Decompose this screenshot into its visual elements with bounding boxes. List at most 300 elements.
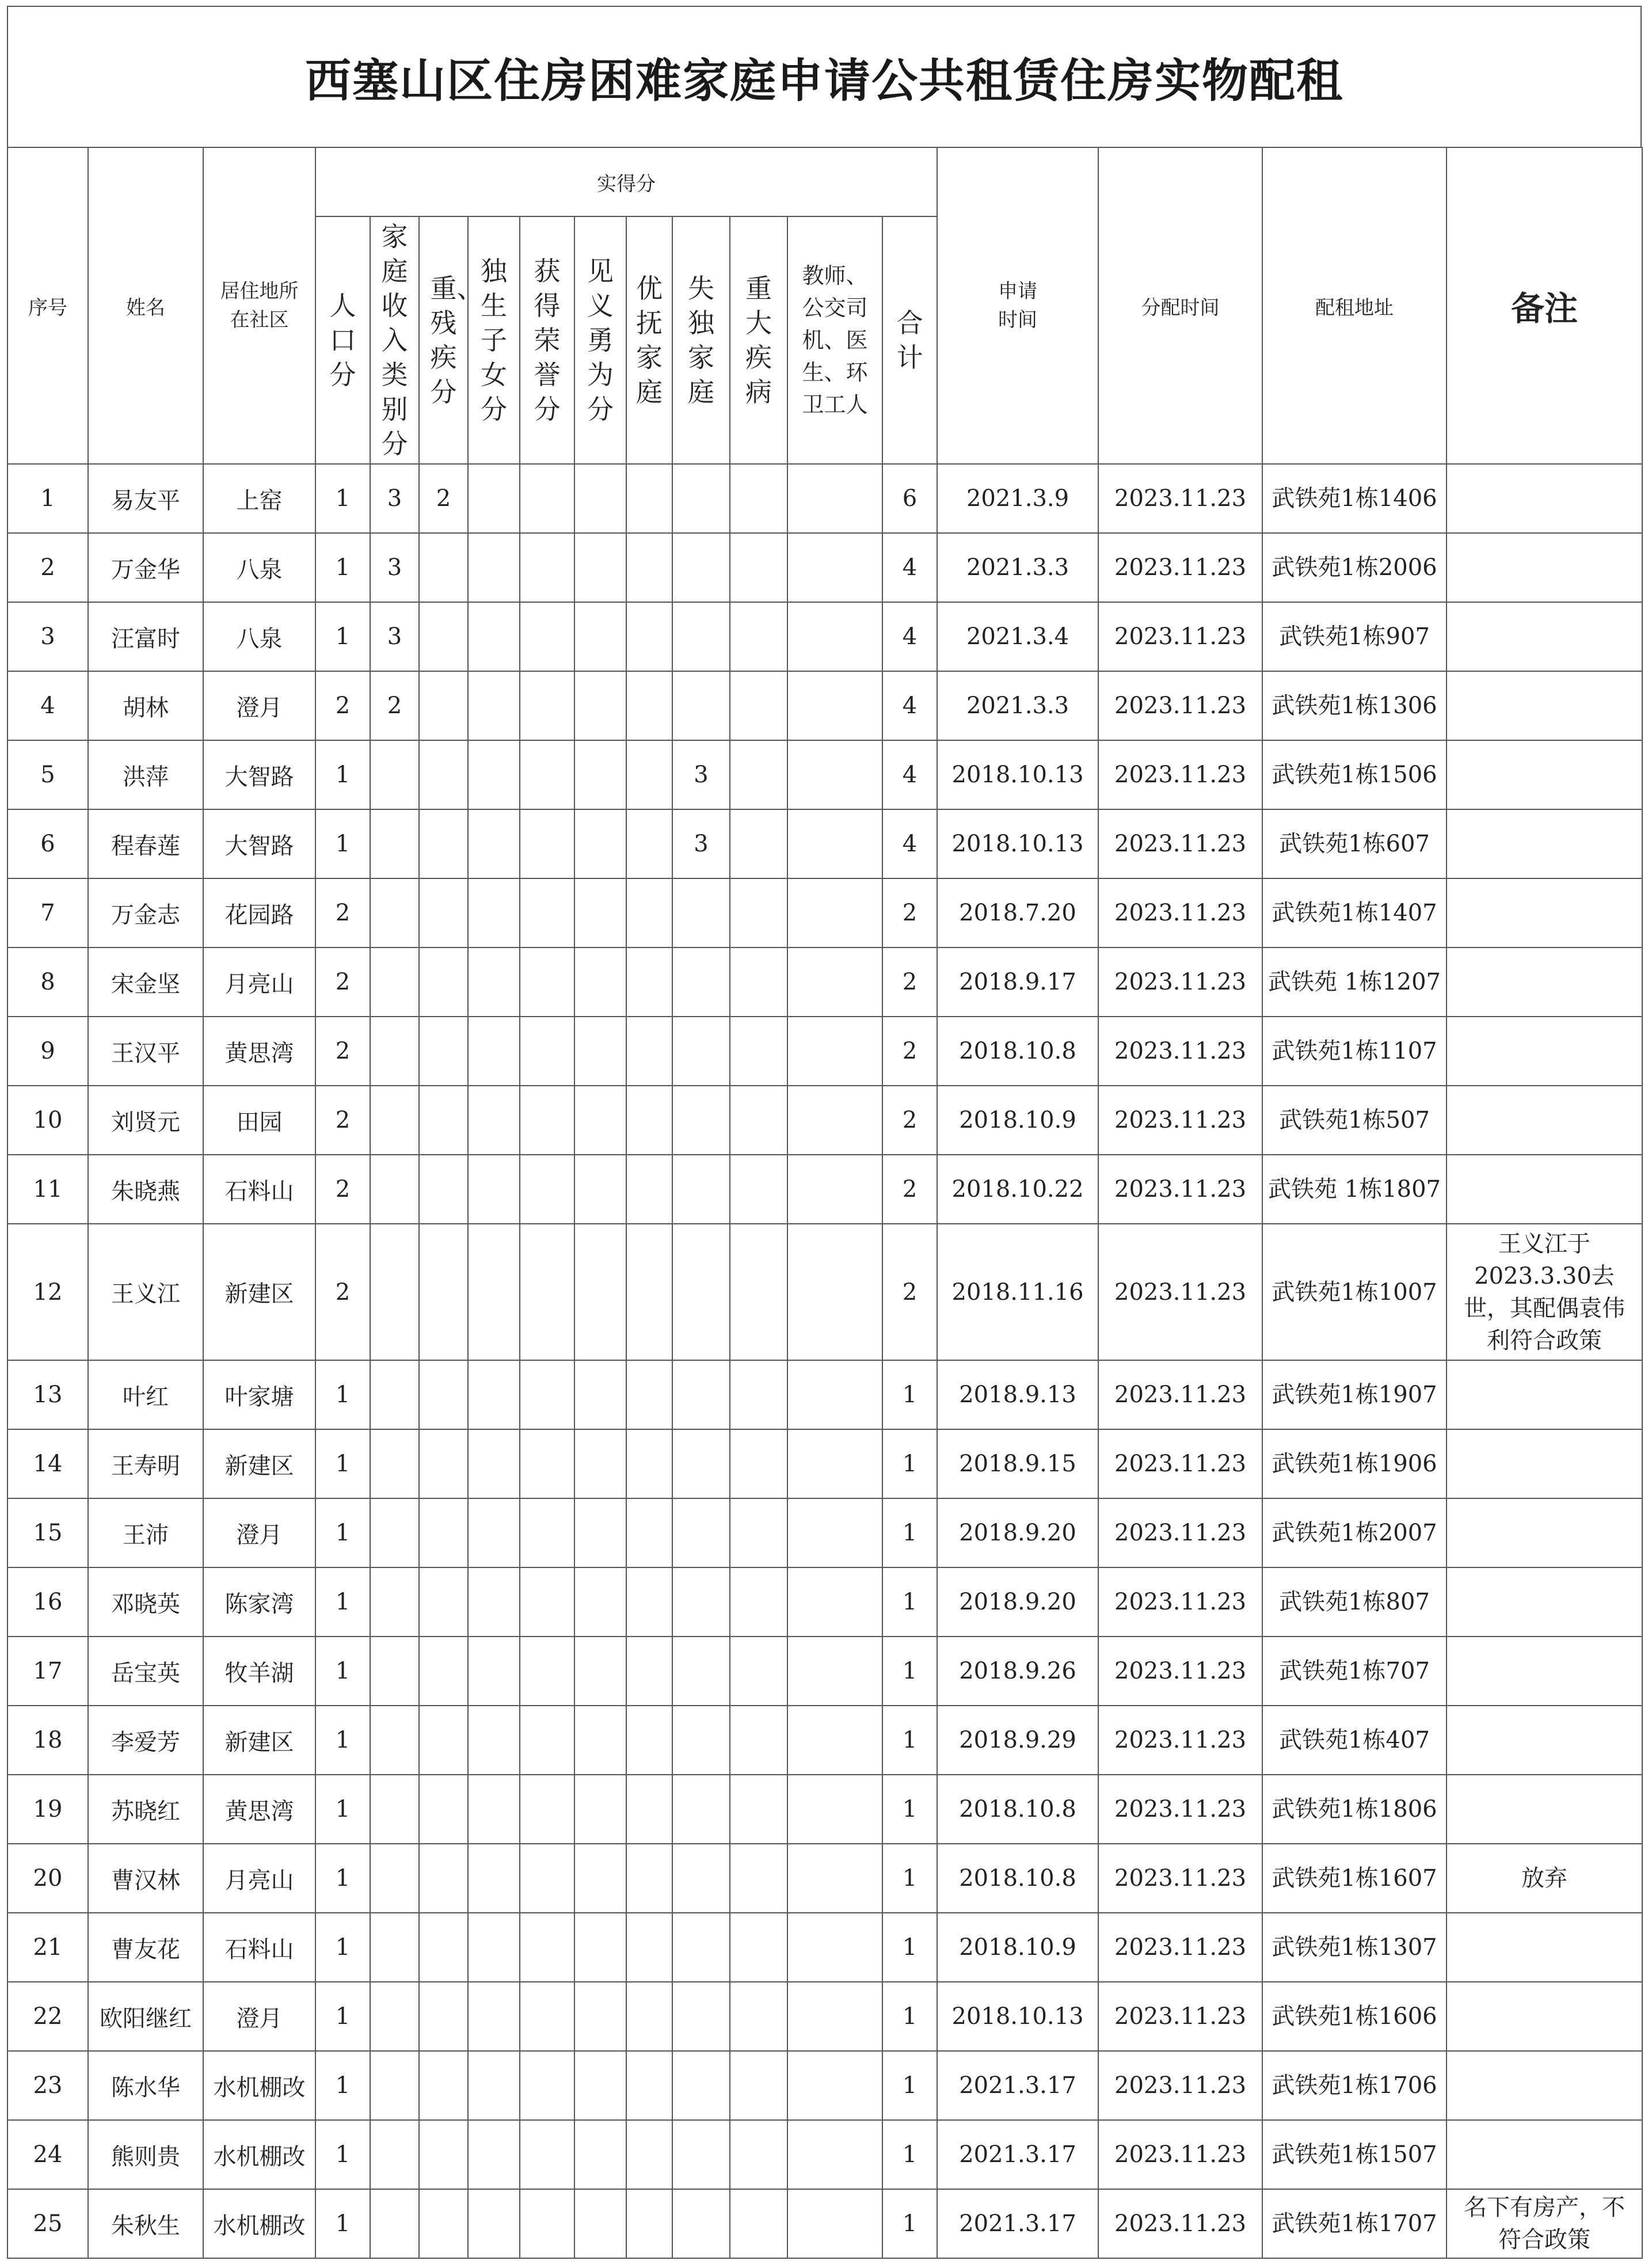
cell-seq: 5 (7, 740, 88, 809)
cell-score (672, 1982, 730, 2051)
cell-name: 朱秋生 (88, 2189, 203, 2258)
cell-community: 澄月 (203, 1498, 315, 1567)
cell-community: 大智路 (203, 740, 315, 809)
table-body (7, 464, 1642, 2258)
cell-apply-time: 2018.7.20 (937, 878, 1098, 947)
cell-community: 牧羊湖 (203, 1637, 315, 1706)
cell-assign-time: 2023.11.23 (1098, 1224, 1262, 1360)
cell-score (730, 1706, 787, 1775)
cell-community: 水机棚改 (203, 2189, 315, 2258)
cell-address: 武铁苑1栋1806 (1262, 1775, 1447, 1844)
cell-assign-time: 2023.11.23 (1098, 533, 1262, 602)
cell-assign-time: 2023.11.23 (1098, 2051, 1262, 2120)
cell-score (626, 533, 672, 602)
cell-address: 武铁苑1栋1007 (1262, 1224, 1447, 1360)
cell-address: 武铁苑1栋1707 (1262, 2189, 1447, 2258)
cell-score (370, 2189, 419, 2258)
cell-score (574, 671, 626, 740)
cell-community: 新建区 (203, 1706, 315, 1775)
cell-score (468, 2120, 520, 2189)
cell-score (419, 878, 468, 947)
cell-apply-time: 2018.10.9 (937, 1913, 1098, 1982)
cell-score: 1 (315, 1775, 370, 1844)
cell-community: 水机棚改 (203, 2120, 315, 2189)
cell-score: 2 (315, 878, 370, 947)
cell-score: 2 (370, 671, 419, 740)
cell-score (574, 1913, 626, 1982)
cell-score (730, 1498, 787, 1567)
cell-score (787, 1086, 882, 1155)
cell-remark (1447, 533, 1642, 602)
cell-score (574, 740, 626, 809)
cell-remark (1447, 464, 1642, 533)
table-row (7, 464, 1642, 533)
cell-community: 叶家塘 (203, 1360, 315, 1429)
cell-score (468, 1567, 520, 1637)
cell-score (520, 2189, 574, 2258)
header-address: 配租地址 (1262, 147, 1447, 464)
cell-score (672, 1913, 730, 1982)
cell-name: 苏晓红 (88, 1775, 203, 1844)
cell-name: 胡林 (88, 671, 203, 740)
cell-seq: 6 (7, 809, 88, 878)
table-row (7, 1982, 1642, 2051)
cell-score (787, 1155, 882, 1224)
table-row (7, 947, 1642, 1017)
cell-apply-time: 2018.11.16 (937, 1224, 1098, 1360)
table-row (7, 1498, 1642, 1567)
cell-score (468, 602, 520, 671)
cell-score: 2 (882, 878, 937, 947)
cell-score (787, 809, 882, 878)
cell-score (370, 740, 419, 809)
cell-score (730, 740, 787, 809)
cell-score (730, 878, 787, 947)
cell-score (626, 809, 672, 878)
cell-score: 1 (315, 1637, 370, 1706)
cell-remark (1447, 1429, 1642, 1498)
cell-score (730, 947, 787, 1017)
cell-community: 八泉 (203, 533, 315, 602)
cell-score (574, 602, 626, 671)
cell-remark (1447, 1086, 1642, 1155)
table-row (7, 1913, 1642, 1982)
table-row (7, 1775, 1642, 1844)
cell-score: 2 (882, 1224, 937, 1360)
cell-score (468, 1086, 520, 1155)
cell-score (468, 1429, 520, 1498)
cell-score (419, 1706, 468, 1775)
cell-community: 大智路 (203, 809, 315, 878)
cell-apply-time: 2021.3.9 (937, 464, 1098, 533)
header-score-label: 独生子女分 (481, 256, 507, 425)
cell-score (520, 602, 574, 671)
cell-community: 石料山 (203, 1913, 315, 1982)
cell-remark (1447, 671, 1642, 740)
cell-apply-time: 2018.9.17 (937, 947, 1098, 1017)
cell-score (370, 947, 419, 1017)
cell-score: 2 (419, 464, 468, 533)
cell-score: 6 (882, 464, 937, 533)
cell-seq: 12 (7, 1224, 88, 1360)
cell-seq: 22 (7, 1982, 88, 2051)
cell-score (672, 1155, 730, 1224)
cell-score: 2 (315, 1155, 370, 1224)
cell-score: 1 (315, 2051, 370, 2120)
cell-name: 王义江 (88, 1224, 203, 1360)
cell-seq: 23 (7, 2051, 88, 2120)
cell-assign-time: 2023.11.23 (1098, 740, 1262, 809)
cell-score (574, 947, 626, 1017)
cell-score: 1 (882, 1498, 937, 1567)
cell-score: 1 (882, 2120, 937, 2189)
cell-score (730, 1775, 787, 1844)
header-seq: 序号 (7, 147, 88, 464)
cell-assign-time: 2023.11.23 (1098, 1086, 1262, 1155)
cell-score (574, 809, 626, 878)
cell-score (468, 740, 520, 809)
cell-score (672, 1086, 730, 1155)
cell-name: 王沛 (88, 1498, 203, 1567)
cell-score: 1 (882, 1706, 937, 1775)
cell-address: 武铁苑1栋1506 (1262, 740, 1447, 809)
cell-name: 易友平 (88, 464, 203, 533)
cell-score (672, 1498, 730, 1567)
cell-community: 花园路 (203, 878, 315, 947)
cell-score (520, 1706, 574, 1775)
cell-score (520, 1844, 574, 1913)
cell-score (626, 1360, 672, 1429)
cell-name: 王寿明 (88, 1429, 203, 1498)
cell-assign-time: 2023.11.23 (1098, 1844, 1262, 1913)
cell-score (468, 1706, 520, 1775)
cell-score (574, 878, 626, 947)
cell-score (787, 1637, 882, 1706)
header-score-1 (370, 216, 419, 464)
cell-assign-time: 2023.11.23 (1098, 1360, 1262, 1429)
cell-score: 1 (315, 1498, 370, 1567)
cell-score (419, 1498, 468, 1567)
cell-score (787, 1017, 882, 1086)
table-row (7, 1017, 1642, 1086)
header-score-label: 优抚家庭 (636, 273, 663, 408)
cell-score (787, 602, 882, 671)
cell-remark (1447, 2051, 1642, 2120)
cell-score (419, 1086, 468, 1155)
cell-score (574, 2120, 626, 2189)
cell-score (626, 1017, 672, 1086)
cell-score (787, 1224, 882, 1360)
cell-community: 水机棚改 (203, 2051, 315, 2120)
cell-score (520, 1429, 574, 1498)
header-score-8 (730, 216, 787, 464)
cell-score (520, 1775, 574, 1844)
cell-name: 曹汉林 (88, 1844, 203, 1913)
cell-score: 1 (315, 1706, 370, 1775)
header-community-label: 居住地所在社区 (220, 280, 299, 332)
cell-community: 澄月 (203, 1982, 315, 2051)
cell-remark: 放弃 (1447, 1844, 1642, 1913)
table-row (7, 671, 1642, 740)
cell-community: 田园 (203, 1086, 315, 1155)
cell-assign-time: 2023.11.23 (1098, 1706, 1262, 1775)
cell-score (468, 1224, 520, 1360)
cell-seq: 15 (7, 1498, 88, 1567)
cell-assign-time: 2023.11.23 (1098, 1429, 1262, 1498)
cell-address: 武铁苑1栋1406 (1262, 464, 1447, 533)
cell-community: 八泉 (203, 602, 315, 671)
cell-score (626, 878, 672, 947)
cell-score (730, 671, 787, 740)
cell-score (672, 947, 730, 1017)
cell-community: 石料山 (203, 1155, 315, 1224)
cell-assign-time: 2023.11.23 (1098, 1775, 1262, 1844)
cell-score (626, 2051, 672, 2120)
cell-score (626, 1913, 672, 1982)
cell-score (468, 1982, 520, 2051)
cell-name: 陈水华 (88, 2051, 203, 2120)
cell-score (468, 671, 520, 740)
header-score-group: 实得分 (315, 147, 937, 216)
cell-apply-time: 2018.10.13 (937, 809, 1098, 878)
table-row (7, 1086, 1642, 1155)
cell-remark (1447, 947, 1642, 1017)
cell-score (574, 1844, 626, 1913)
cell-score (626, 1775, 672, 1844)
cell-score (370, 1360, 419, 1429)
cell-score (672, 2189, 730, 2258)
cell-seq: 19 (7, 1775, 88, 1844)
cell-score (730, 809, 787, 878)
cell-score (574, 1498, 626, 1567)
cell-remark: 王义江于2023.3.30去世，其配偶袁伟利符合政策 (1447, 1224, 1642, 1360)
cell-score (370, 1775, 419, 1844)
header-score-0 (315, 216, 370, 464)
cell-score (468, 2051, 520, 2120)
cell-score: 1 (315, 809, 370, 878)
cell-score (520, 809, 574, 878)
cell-score (520, 1224, 574, 1360)
cell-score (626, 464, 672, 533)
cell-score (419, 533, 468, 602)
cell-score (468, 878, 520, 947)
cell-score (787, 2189, 882, 2258)
cell-score: 1 (315, 740, 370, 809)
cell-score (468, 947, 520, 1017)
cell-score (626, 1844, 672, 1913)
cell-score (520, 1982, 574, 2051)
header-row-1 (7, 147, 1642, 216)
cell-score (730, 1086, 787, 1155)
cell-seq: 9 (7, 1017, 88, 1086)
cell-community: 新建区 (203, 1429, 315, 1498)
cell-score (419, 602, 468, 671)
cell-score (574, 2189, 626, 2258)
cell-score (468, 533, 520, 602)
cell-name: 宋金坚 (88, 947, 203, 1017)
cell-apply-time: 2021.3.17 (937, 2189, 1098, 2258)
header-score-label: 重大疾病 (745, 273, 772, 408)
header-score-label: 合计 (896, 307, 923, 373)
cell-score (730, 1224, 787, 1360)
cell-score (730, 2051, 787, 2120)
cell-score (787, 1982, 882, 2051)
cell-score (730, 1155, 787, 1224)
cell-score (626, 1567, 672, 1637)
cell-address: 武铁苑1栋1606 (1262, 1982, 1447, 2051)
cell-remark (1447, 1017, 1642, 1086)
cell-score: 1 (882, 1637, 937, 1706)
table-row (7, 740, 1642, 809)
cell-score (672, 1224, 730, 1360)
cell-score (520, 878, 574, 947)
cell-assign-time: 2023.11.23 (1098, 1567, 1262, 1637)
cell-score (419, 1155, 468, 1224)
cell-remark (1447, 1706, 1642, 1775)
cell-score (419, 1775, 468, 1844)
cell-seq: 14 (7, 1429, 88, 1498)
cell-assign-time: 2023.11.23 (1098, 464, 1262, 533)
cell-score: 2 (315, 1224, 370, 1360)
cell-score (672, 602, 730, 671)
cell-remark (1447, 740, 1642, 809)
cell-score (520, 1637, 574, 1706)
cell-score (787, 671, 882, 740)
cell-apply-time: 2021.3.3 (937, 533, 1098, 602)
cell-remark (1447, 809, 1642, 878)
header-score-3 (468, 216, 520, 464)
table-row (7, 809, 1642, 878)
cell-score (574, 464, 626, 533)
cell-score (370, 1706, 419, 1775)
cell-score (520, 1913, 574, 1982)
cell-score: 2 (315, 1086, 370, 1155)
header-score-9 (787, 216, 882, 464)
cell-score: 2 (882, 1017, 937, 1086)
cell-score: 4 (882, 809, 937, 878)
cell-address: 武铁苑1栋807 (1262, 1567, 1447, 1637)
cell-assign-time: 2023.11.23 (1098, 1155, 1262, 1224)
cell-apply-time: 2018.10.13 (937, 1982, 1098, 2051)
cell-score (730, 1360, 787, 1429)
cell-address: 武铁苑1栋1407 (1262, 878, 1447, 947)
cell-score (787, 464, 882, 533)
cell-score (468, 1155, 520, 1224)
cell-score (730, 1429, 787, 1498)
cell-score (787, 533, 882, 602)
cell-score (730, 2120, 787, 2189)
cell-apply-time: 2021.3.17 (937, 2120, 1098, 2189)
table-row (7, 1567, 1642, 1637)
header-score-label: 失独家庭 (688, 273, 714, 408)
cell-score (787, 740, 882, 809)
cell-score (574, 1706, 626, 1775)
cell-score (370, 1224, 419, 1360)
cell-score (787, 1775, 882, 1844)
cell-score (626, 740, 672, 809)
cell-score (672, 1706, 730, 1775)
cell-score: 1 (882, 1982, 937, 2051)
cell-score: 4 (882, 602, 937, 671)
cell-name: 朱晓燕 (88, 1155, 203, 1224)
table-row (7, 2120, 1642, 2189)
cell-score (787, 1360, 882, 1429)
cell-name: 洪萍 (88, 740, 203, 809)
cell-address: 武铁苑1栋2007 (1262, 1498, 1447, 1567)
cell-score (370, 1637, 419, 1706)
cell-apply-time: 2018.9.13 (937, 1360, 1098, 1429)
cell-assign-time: 2023.11.23 (1098, 1982, 1262, 2051)
cell-seq: 11 (7, 1155, 88, 1224)
cell-score (419, 1844, 468, 1913)
cell-score (730, 1844, 787, 1913)
cell-score (787, 1913, 882, 1982)
cell-name: 程春莲 (88, 809, 203, 878)
cell-remark (1447, 1982, 1642, 2051)
cell-community: 月亮山 (203, 947, 315, 1017)
cell-community: 黄思湾 (203, 1017, 315, 1086)
header-score-label: 见义勇为分 (587, 256, 614, 425)
cell-score (626, 671, 672, 740)
cell-assign-time: 2023.11.23 (1098, 878, 1262, 947)
cell-score (520, 2120, 574, 2189)
cell-score (626, 2189, 672, 2258)
cell-seq: 10 (7, 1086, 88, 1155)
cell-score: 2 (315, 1017, 370, 1086)
title-box (7, 6, 1642, 147)
cell-seq: 18 (7, 1706, 88, 1775)
table-row (7, 878, 1642, 947)
cell-score: 2 (882, 947, 937, 1017)
cell-score (574, 1086, 626, 1155)
cell-name: 邓晓英 (88, 1567, 203, 1637)
cell-score (468, 1844, 520, 1913)
cell-score: 1 (315, 1982, 370, 2051)
cell-score (672, 464, 730, 533)
cell-score (419, 1913, 468, 1982)
cell-address: 武铁苑 1栋1207 (1262, 947, 1447, 1017)
cell-score: 1 (882, 1360, 937, 1429)
cell-address: 武铁苑1栋607 (1262, 809, 1447, 878)
cell-score (468, 809, 520, 878)
cell-score (370, 2051, 419, 2120)
cell-name: 刘贤元 (88, 1086, 203, 1155)
cell-score: 3 (370, 602, 419, 671)
cell-assign-time: 2023.11.23 (1098, 1637, 1262, 1706)
cell-score (730, 602, 787, 671)
cell-score (419, 2120, 468, 2189)
cell-score (370, 809, 419, 878)
cell-score: 3 (672, 809, 730, 878)
cell-score (468, 464, 520, 533)
header-score-2 (419, 216, 484, 464)
cell-name: 万金华 (88, 533, 203, 602)
cell-score (468, 1775, 520, 1844)
cell-apply-time: 2018.10.8 (937, 1017, 1098, 1086)
cell-remark (1447, 1913, 1642, 1982)
cell-assign-time: 2023.11.23 (1098, 1498, 1262, 1567)
cell-score (787, 1429, 882, 1498)
cell-name: 岳宝英 (88, 1637, 203, 1706)
cell-score: 4 (882, 740, 937, 809)
header-score-5 (574, 216, 626, 464)
cell-score: 2 (882, 1155, 937, 1224)
cell-score (787, 947, 882, 1017)
cell-apply-time: 2018.10.22 (937, 1155, 1098, 1224)
cell-score: 1 (315, 2120, 370, 2189)
cell-score (672, 1017, 730, 1086)
cell-score (672, 1637, 730, 1706)
